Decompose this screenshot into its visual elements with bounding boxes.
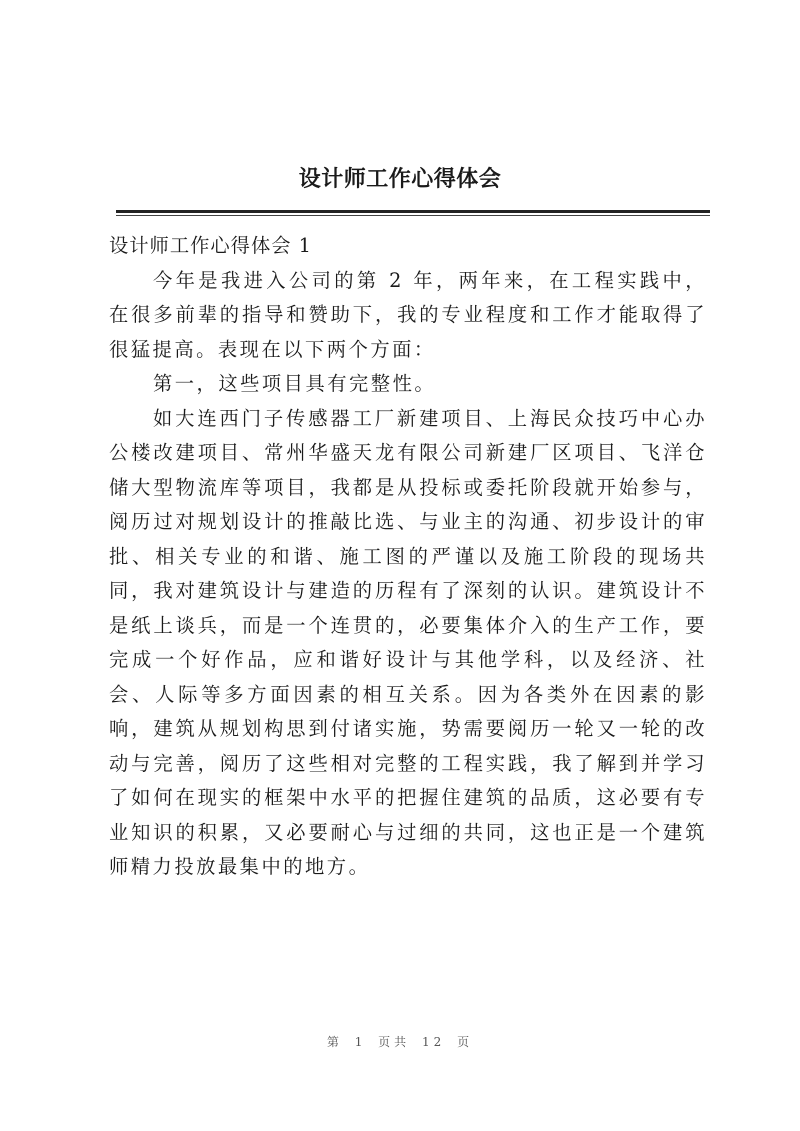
section-heading: 设计师工作心得体会 1 xyxy=(109,234,312,257)
document-title: 设计师工作心得体会 xyxy=(298,167,502,192)
document-body xyxy=(109,229,707,885)
footer-suffix: 页 xyxy=(457,1035,474,1049)
title-divider-thick xyxy=(116,210,710,213)
paragraph-detail: 如大连西门子传感器工厂新建项目、上海民众技巧中心办公楼改建项目、常州华盛天龙有限公司新建厂区项目、飞洋仓储大型物流库等项目，我都是从投标或委托阶段就开始参与，阅历过对规划设计的推敲比选、与业主的沟通、初步设计的审批、相关专业的和谐、施工图的严谨以及施工阶段的现场共同，我对建筑设计与建造的历程有了深刻的认识。建筑设计不是纸上谈兵，而是一个连贯的，必要集体介入的生产工作，要完成一个好作品，应和谐好设计与其他学科，以及经济、社会、人际等多方面因素的相互关系。因为各类外在因素的影响，建筑从规划构思到付诸实施，势需要阅历一轮又一轮的改动与完善，阅历了这些相对完整的工程实践，我了解到并学习了如何在现实的框架中水平的把握住建筑的品质，这必要有专业知识的积累，又必要耐心与过细的共同，这也正是一个建筑师精力投放最集中的地方。 xyxy=(109,406,707,878)
footer-prefix: 第 xyxy=(326,1035,343,1049)
paragraph-point-one: 第一，这些项目具有完整性。 xyxy=(153,372,437,395)
title-divider-thin xyxy=(116,215,710,216)
page-footer xyxy=(0,1033,800,1050)
footer-total-pages: 12 xyxy=(422,1035,446,1049)
footer-middle: 页共 xyxy=(378,1035,411,1049)
footer-current-page: 1 xyxy=(354,1035,367,1049)
paragraph-intro: 今年是我进入公司的第 2 年，两年来，在工程实践中，在很多前辈的指导和赞助下，我的专业程度和工作才能取得了很猛提高。表现在以下两个方面： xyxy=(109,268,707,361)
